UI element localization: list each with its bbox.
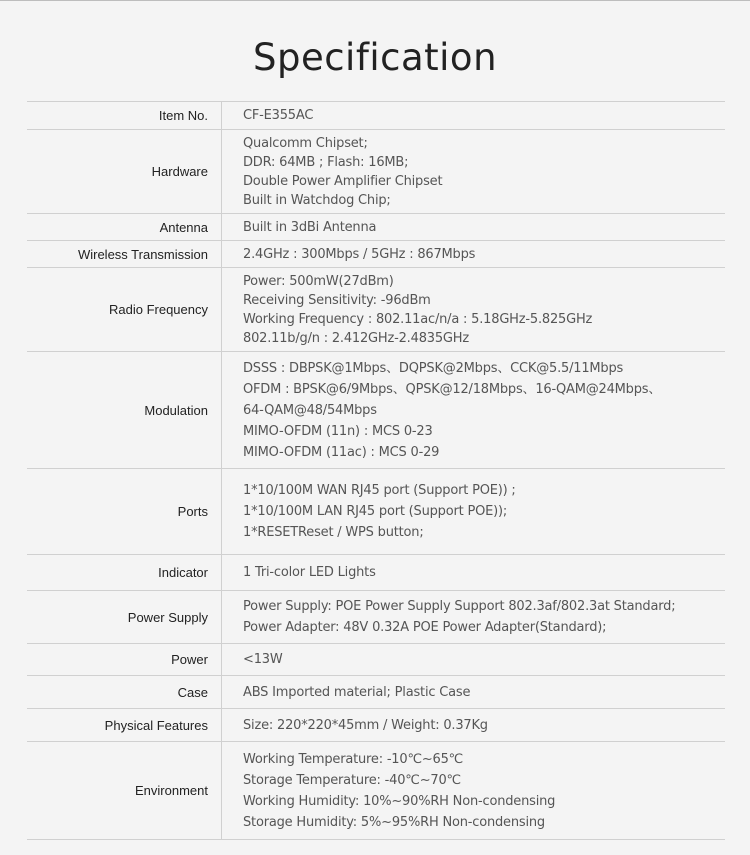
spec-row xyxy=(27,709,725,742)
spec-value-line: Size: 220*220*45mm / Weight: 0.37Kg xyxy=(243,717,488,733)
spec-label: Physical Features xyxy=(27,709,222,742)
spec-value-line: Receiving Sensitivity: -96dBm xyxy=(243,292,431,308)
spec-value-line: 802.11b/g/n : 2.412GHz-2.4835GHz xyxy=(243,330,469,346)
spec-value-line: Power: 500mW(27dBm) xyxy=(243,273,394,289)
spec-value xyxy=(222,591,726,644)
spec-value-line: DSSS : DBPSK@1Mbps、DQPSK@2Mbps、CCK@5.5/11Mbps xyxy=(243,360,624,376)
spec-label: Radio Frequency xyxy=(27,268,222,352)
spec-row xyxy=(27,268,725,352)
spec-row xyxy=(27,241,725,268)
spec-value-line: 1*10/100M LAN RJ45 port (Support POE)); xyxy=(243,504,508,519)
spec-value xyxy=(222,130,726,214)
spec-value xyxy=(222,676,726,709)
spec-value xyxy=(222,102,726,130)
spec-value-line: Power Supply: POE Power Supply Support 802.3af/802.3at Standard; xyxy=(243,599,676,614)
spec-value xyxy=(222,644,726,676)
spec-value-line: Working Humidity: 10%~90%RH Non-condensing xyxy=(243,793,556,809)
spec-value-line: <13W xyxy=(243,652,283,667)
spec-label: Hardware xyxy=(27,130,222,214)
spec-value-line: Working Frequency : 802.11ac/n/a : 5.18GHz-5.825GHz xyxy=(243,311,593,327)
spec-value-line: 64-QAM@48/54Mbps xyxy=(243,402,377,418)
spec-value xyxy=(222,555,726,591)
spec-row xyxy=(27,352,725,469)
spec-value-line: DDR: 64MB ; Flash: 16MB; xyxy=(243,154,409,170)
spec-row xyxy=(27,644,725,676)
spec-value xyxy=(222,214,726,241)
spec-row xyxy=(27,214,725,241)
spec-value xyxy=(222,709,726,742)
spec-label: Antenna xyxy=(27,214,222,241)
spec-value xyxy=(222,241,726,268)
spec-value xyxy=(222,352,726,469)
spec-table xyxy=(27,101,725,840)
top-divider xyxy=(0,0,750,1)
spec-value-line: Built in 3dBi Antenna xyxy=(243,219,377,235)
spec-value xyxy=(222,268,726,352)
spec-value-line: Built in Watchdog Chip; xyxy=(243,192,391,208)
spec-value-line: Storage Temperature: -40℃~70℃ xyxy=(243,772,461,788)
spec-value-line: Power Adapter: 48V 0.32A POE Power Adapter(Standard); xyxy=(243,620,607,635)
spec-row xyxy=(27,555,725,591)
spec-row xyxy=(27,676,725,709)
spec-value-line: Double Power Amplifier Chipset xyxy=(243,173,443,189)
spec-value-line: ABS Imported material; Plastic Case xyxy=(243,684,471,700)
spec-label: Ports xyxy=(27,469,222,555)
spec-value-line: MIMO-OFDM (11ac) : MCS 0-29 xyxy=(243,444,440,460)
spec-label: Power Supply xyxy=(27,591,222,644)
spec-row xyxy=(27,130,725,214)
spec-value-line: CF-E355AC xyxy=(243,108,314,123)
spec-value-line: 1 Tri-color LED Lights xyxy=(243,565,376,580)
spec-row xyxy=(27,742,725,840)
spec-row xyxy=(27,469,725,555)
spec-label: Item No. xyxy=(27,102,222,130)
spec-value-line: OFDM : BPSK@6/9Mbps、QPSK@12/18Mbps、16-QAM@24Mbps、 xyxy=(243,381,662,397)
spec-label: Environment xyxy=(27,742,222,840)
spec-value-line: 1*10/100M WAN RJ45 port (Support POE)) ; xyxy=(243,483,516,498)
spec-label: Indicator xyxy=(27,555,222,591)
spec-value-line: 1*RESETReset / WPS button; xyxy=(243,525,424,540)
spec-row xyxy=(27,102,725,130)
spec-value-line: Working Temperature: -10℃~65℃ xyxy=(243,751,464,767)
spec-value xyxy=(222,469,726,555)
spec-row xyxy=(27,591,725,644)
spec-label: Wireless Transmission xyxy=(27,241,222,268)
spec-value-line: Qualcomm Chipset; xyxy=(243,135,368,151)
page-title: Specification xyxy=(252,36,498,79)
spec-label: Case xyxy=(27,676,222,709)
spec-value-line: Storage Humidity: 5%~95%RH Non-condensing xyxy=(243,814,545,830)
spec-value-line: MIMO-OFDM (11n) : MCS 0-23 xyxy=(243,423,433,439)
spec-label: Modulation xyxy=(27,352,222,469)
spec-value-line: 2.4GHz : 300Mbps / 5GHz : 867Mbps xyxy=(243,246,476,262)
spec-value xyxy=(222,742,726,840)
spec-label: Power xyxy=(27,644,222,676)
